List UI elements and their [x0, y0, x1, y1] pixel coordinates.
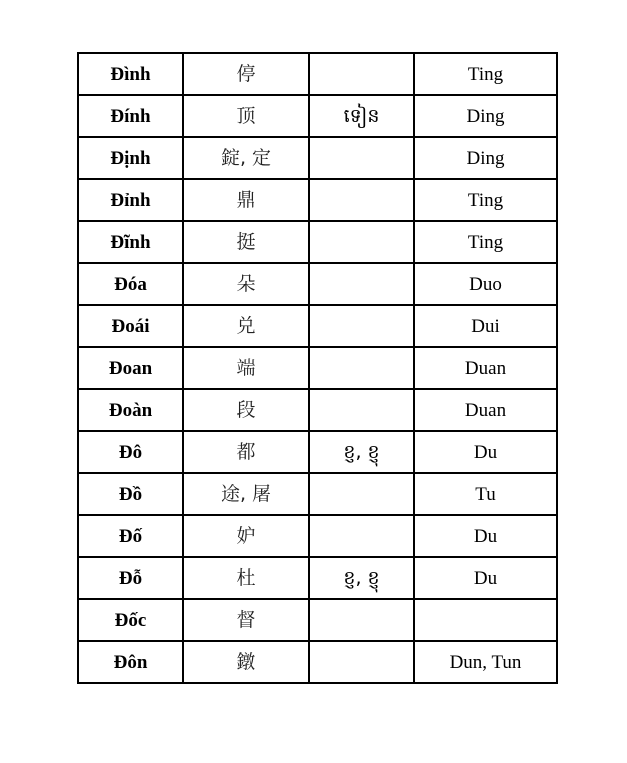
- vietnamese-term-cell: Đố: [78, 515, 183, 557]
- khmer-term-cell: [309, 515, 414, 557]
- chinese-character-cell: 端: [183, 347, 309, 389]
- vietnamese-term-cell: Đĩnh: [78, 221, 183, 263]
- khmer-term-cell: ទៀន: [309, 95, 414, 137]
- table-row: [78, 599, 557, 641]
- pinyin-cell: Ting: [414, 221, 557, 263]
- vietnamese-term-cell: Đô: [78, 431, 183, 473]
- pinyin-cell: Du: [414, 515, 557, 557]
- pinyin-cell: Ding: [414, 137, 557, 179]
- pinyin-cell: Duan: [414, 347, 557, 389]
- pinyin-cell: Ting: [414, 53, 557, 95]
- vietnamese-term-cell: Đồ: [78, 473, 183, 515]
- table-row: [78, 431, 557, 473]
- chinese-character-cell: 朵: [183, 263, 309, 305]
- pinyin-cell: Du: [414, 431, 557, 473]
- pinyin-cell: Dun, Tun: [414, 641, 557, 683]
- table-row: [78, 305, 557, 347]
- chinese-character-cell: 杜: [183, 557, 309, 599]
- khmer-term-cell: [309, 53, 414, 95]
- khmer-term-cell: [309, 137, 414, 179]
- vietnamese-term-cell: Định: [78, 137, 183, 179]
- table-row: [78, 221, 557, 263]
- vietnamese-term-cell: Đoan: [78, 347, 183, 389]
- pinyin-cell: Ting: [414, 179, 557, 221]
- glossary-table: [77, 52, 558, 684]
- chinese-character-cell: 錠, 定: [183, 137, 309, 179]
- pinyin-cell: Tu: [414, 473, 557, 515]
- table-row: [78, 557, 557, 599]
- khmer-term-cell: [309, 389, 414, 431]
- khmer-term-cell: [309, 221, 414, 263]
- vietnamese-term-cell: Đỉnh: [78, 179, 183, 221]
- vietnamese-term-cell: Đình: [78, 53, 183, 95]
- khmer-term-cell: [309, 641, 414, 683]
- chinese-character-cell: 段: [183, 389, 309, 431]
- khmer-term-cell: ខ្ញ, ខ្ញុ: [309, 431, 414, 473]
- table-row: [78, 515, 557, 557]
- chinese-character-cell: 鐓: [183, 641, 309, 683]
- table-row: [78, 95, 557, 137]
- khmer-term-cell: [309, 599, 414, 641]
- chinese-character-cell: 兑: [183, 305, 309, 347]
- khmer-term-cell: [309, 263, 414, 305]
- pinyin-cell: Duo: [414, 263, 557, 305]
- table-row: [78, 641, 557, 683]
- pinyin-cell: Dui: [414, 305, 557, 347]
- vietnamese-term-cell: Đỗ: [78, 557, 183, 599]
- chinese-character-cell: 挺: [183, 221, 309, 263]
- chinese-character-cell: 妒: [183, 515, 309, 557]
- vietnamese-term-cell: Đoàn: [78, 389, 183, 431]
- khmer-term-cell: [309, 347, 414, 389]
- chinese-character-cell: 鼎: [183, 179, 309, 221]
- chinese-character-cell: 都: [183, 431, 309, 473]
- table-row: [78, 347, 557, 389]
- khmer-term-cell: [309, 473, 414, 515]
- chinese-character-cell: 停: [183, 53, 309, 95]
- table-row: [78, 179, 557, 221]
- vietnamese-term-cell: Đốc: [78, 599, 183, 641]
- table-row: [78, 389, 557, 431]
- table-row: [78, 53, 557, 95]
- chinese-character-cell: 督: [183, 599, 309, 641]
- chinese-character-cell: 途, 屠: [183, 473, 309, 515]
- pinyin-cell: Du: [414, 557, 557, 599]
- glossary-table-body: [78, 53, 557, 683]
- table-row: [78, 473, 557, 515]
- vietnamese-term-cell: Đính: [78, 95, 183, 137]
- vietnamese-term-cell: Đóa: [78, 263, 183, 305]
- pinyin-cell: Ding: [414, 95, 557, 137]
- table-row: [78, 137, 557, 179]
- khmer-term-cell: [309, 179, 414, 221]
- khmer-term-cell: [309, 305, 414, 347]
- pinyin-cell: Duan: [414, 389, 557, 431]
- vietnamese-term-cell: Đôn: [78, 641, 183, 683]
- chinese-character-cell: 顶: [183, 95, 309, 137]
- table-row: [78, 263, 557, 305]
- pinyin-cell: [414, 599, 557, 641]
- vietnamese-term-cell: Đoái: [78, 305, 183, 347]
- khmer-term-cell: ខ្ញ, ខ្ញុ: [309, 557, 414, 599]
